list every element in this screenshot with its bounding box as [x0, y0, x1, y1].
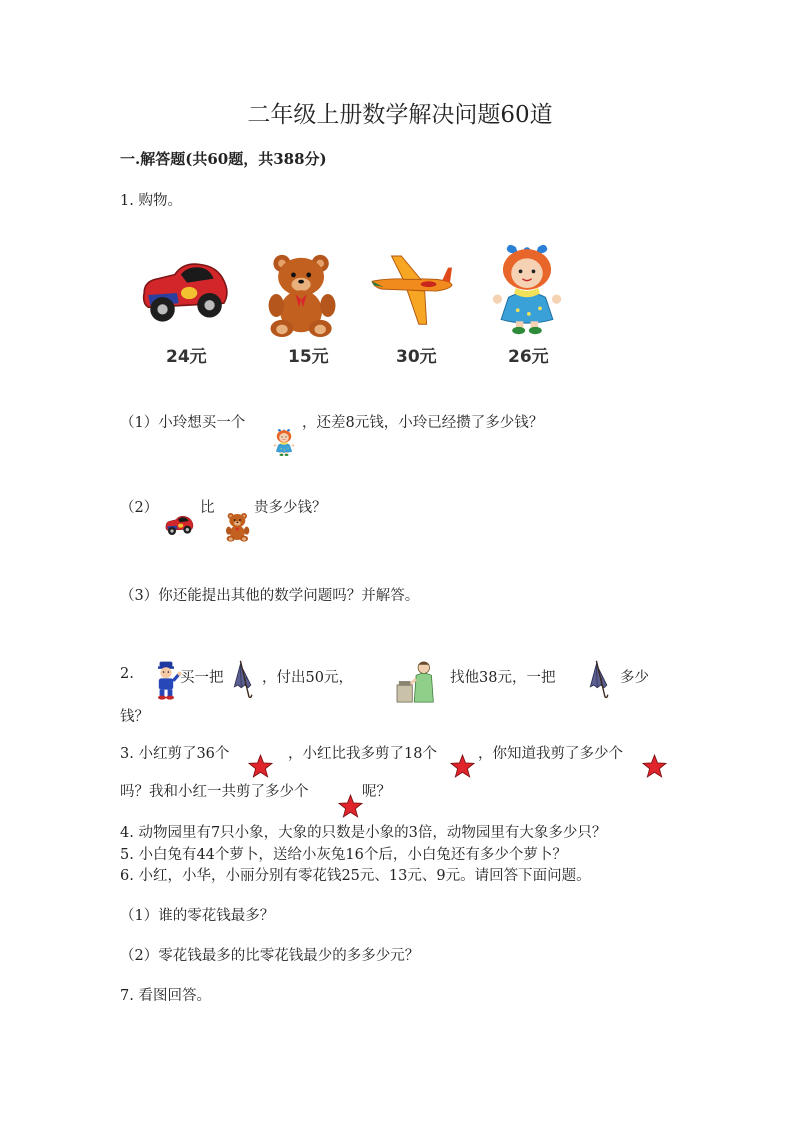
teddy-bear-image [264, 252, 342, 338]
toy-plane-image [367, 254, 457, 332]
question-2-text-a: 买一把 [180, 670, 224, 686]
umbrella-icon [230, 656, 256, 702]
kid-icon [150, 660, 182, 700]
section-heading: 一.解答题(共60题，共388分) [120, 150, 327, 168]
teddy-bear-icon [224, 512, 252, 542]
question-1-part-1-after: ，还差8元钱，小玲已经攒了多少钱？ [302, 415, 544, 431]
question-3-text-c: ，你知道我剪了多少个 [478, 746, 623, 762]
question-2-text-d: 多少 [620, 670, 649, 686]
doll-image [490, 240, 564, 336]
question-3-text-d: 吗？我和小红一共剪了多少个 [120, 784, 309, 800]
question-3-text-e: 呢？ [362, 784, 391, 800]
toy-car-icon [164, 514, 194, 538]
price-teddy-bear: 15元 [288, 347, 329, 367]
toy-car-image [138, 258, 230, 330]
question-3-text-b: ，小红比我多剪了18个 [288, 746, 437, 762]
question-6: 6. 小红，小华，小丽分别有零花钱25元、13元、9元。请回答下面问题。 [120, 868, 591, 884]
shop-clerk-icon [394, 660, 444, 704]
price-toy-plane: 30元 [396, 347, 437, 367]
question-6-part-1: （1）谁的零花钱最多？ [120, 908, 275, 924]
question-2-number: 2. [120, 666, 134, 682]
question-1-part-3: （3）你还能提出其他的数学问题吗？并解答。 [120, 588, 420, 604]
question-2-text-b: ，付出50元， [262, 670, 353, 686]
question-7-label: 7. 看图回答。 [120, 988, 211, 1004]
page-title: 二年级上册数学解决问题60道 [247, 102, 553, 128]
question-1-part-2-end: 贵多少钱？ [254, 500, 327, 516]
red-star-icon [248, 754, 273, 779]
question-1-part-1-before: （1）小玲想买一个 [120, 415, 246, 431]
price-doll: 26元 [508, 347, 549, 367]
question-6-part-2: （2）零花钱最多的比零花钱最少的多多少元？ [120, 948, 420, 964]
question-3-text-a: 3. 小红剪了36个 [120, 746, 230, 762]
red-star-icon [642, 754, 667, 779]
question-2-text-c: 找他38元，一把 [450, 670, 556, 686]
question-5: 5. 小白兔有44个萝卜，送给小灰兔16个后，小白兔还有多少个萝卜？ [120, 847, 567, 863]
question-2-text-e: 钱？ [120, 709, 149, 725]
umbrella-icon [586, 656, 612, 702]
question-1-part-2-mid: 比 [200, 500, 215, 516]
question-1-label: 1. 购物。 [120, 193, 182, 209]
red-star-icon [450, 754, 475, 779]
price-toy-car: 24元 [166, 347, 207, 367]
red-star-icon [338, 794, 363, 819]
question-4: 4. 动物园里有7只小象，大象的只数是小象的3倍，动物园里有大象多少只？ [120, 825, 607, 841]
doll-icon [270, 428, 298, 456]
question-1-part-2-start: （2） [120, 500, 159, 516]
